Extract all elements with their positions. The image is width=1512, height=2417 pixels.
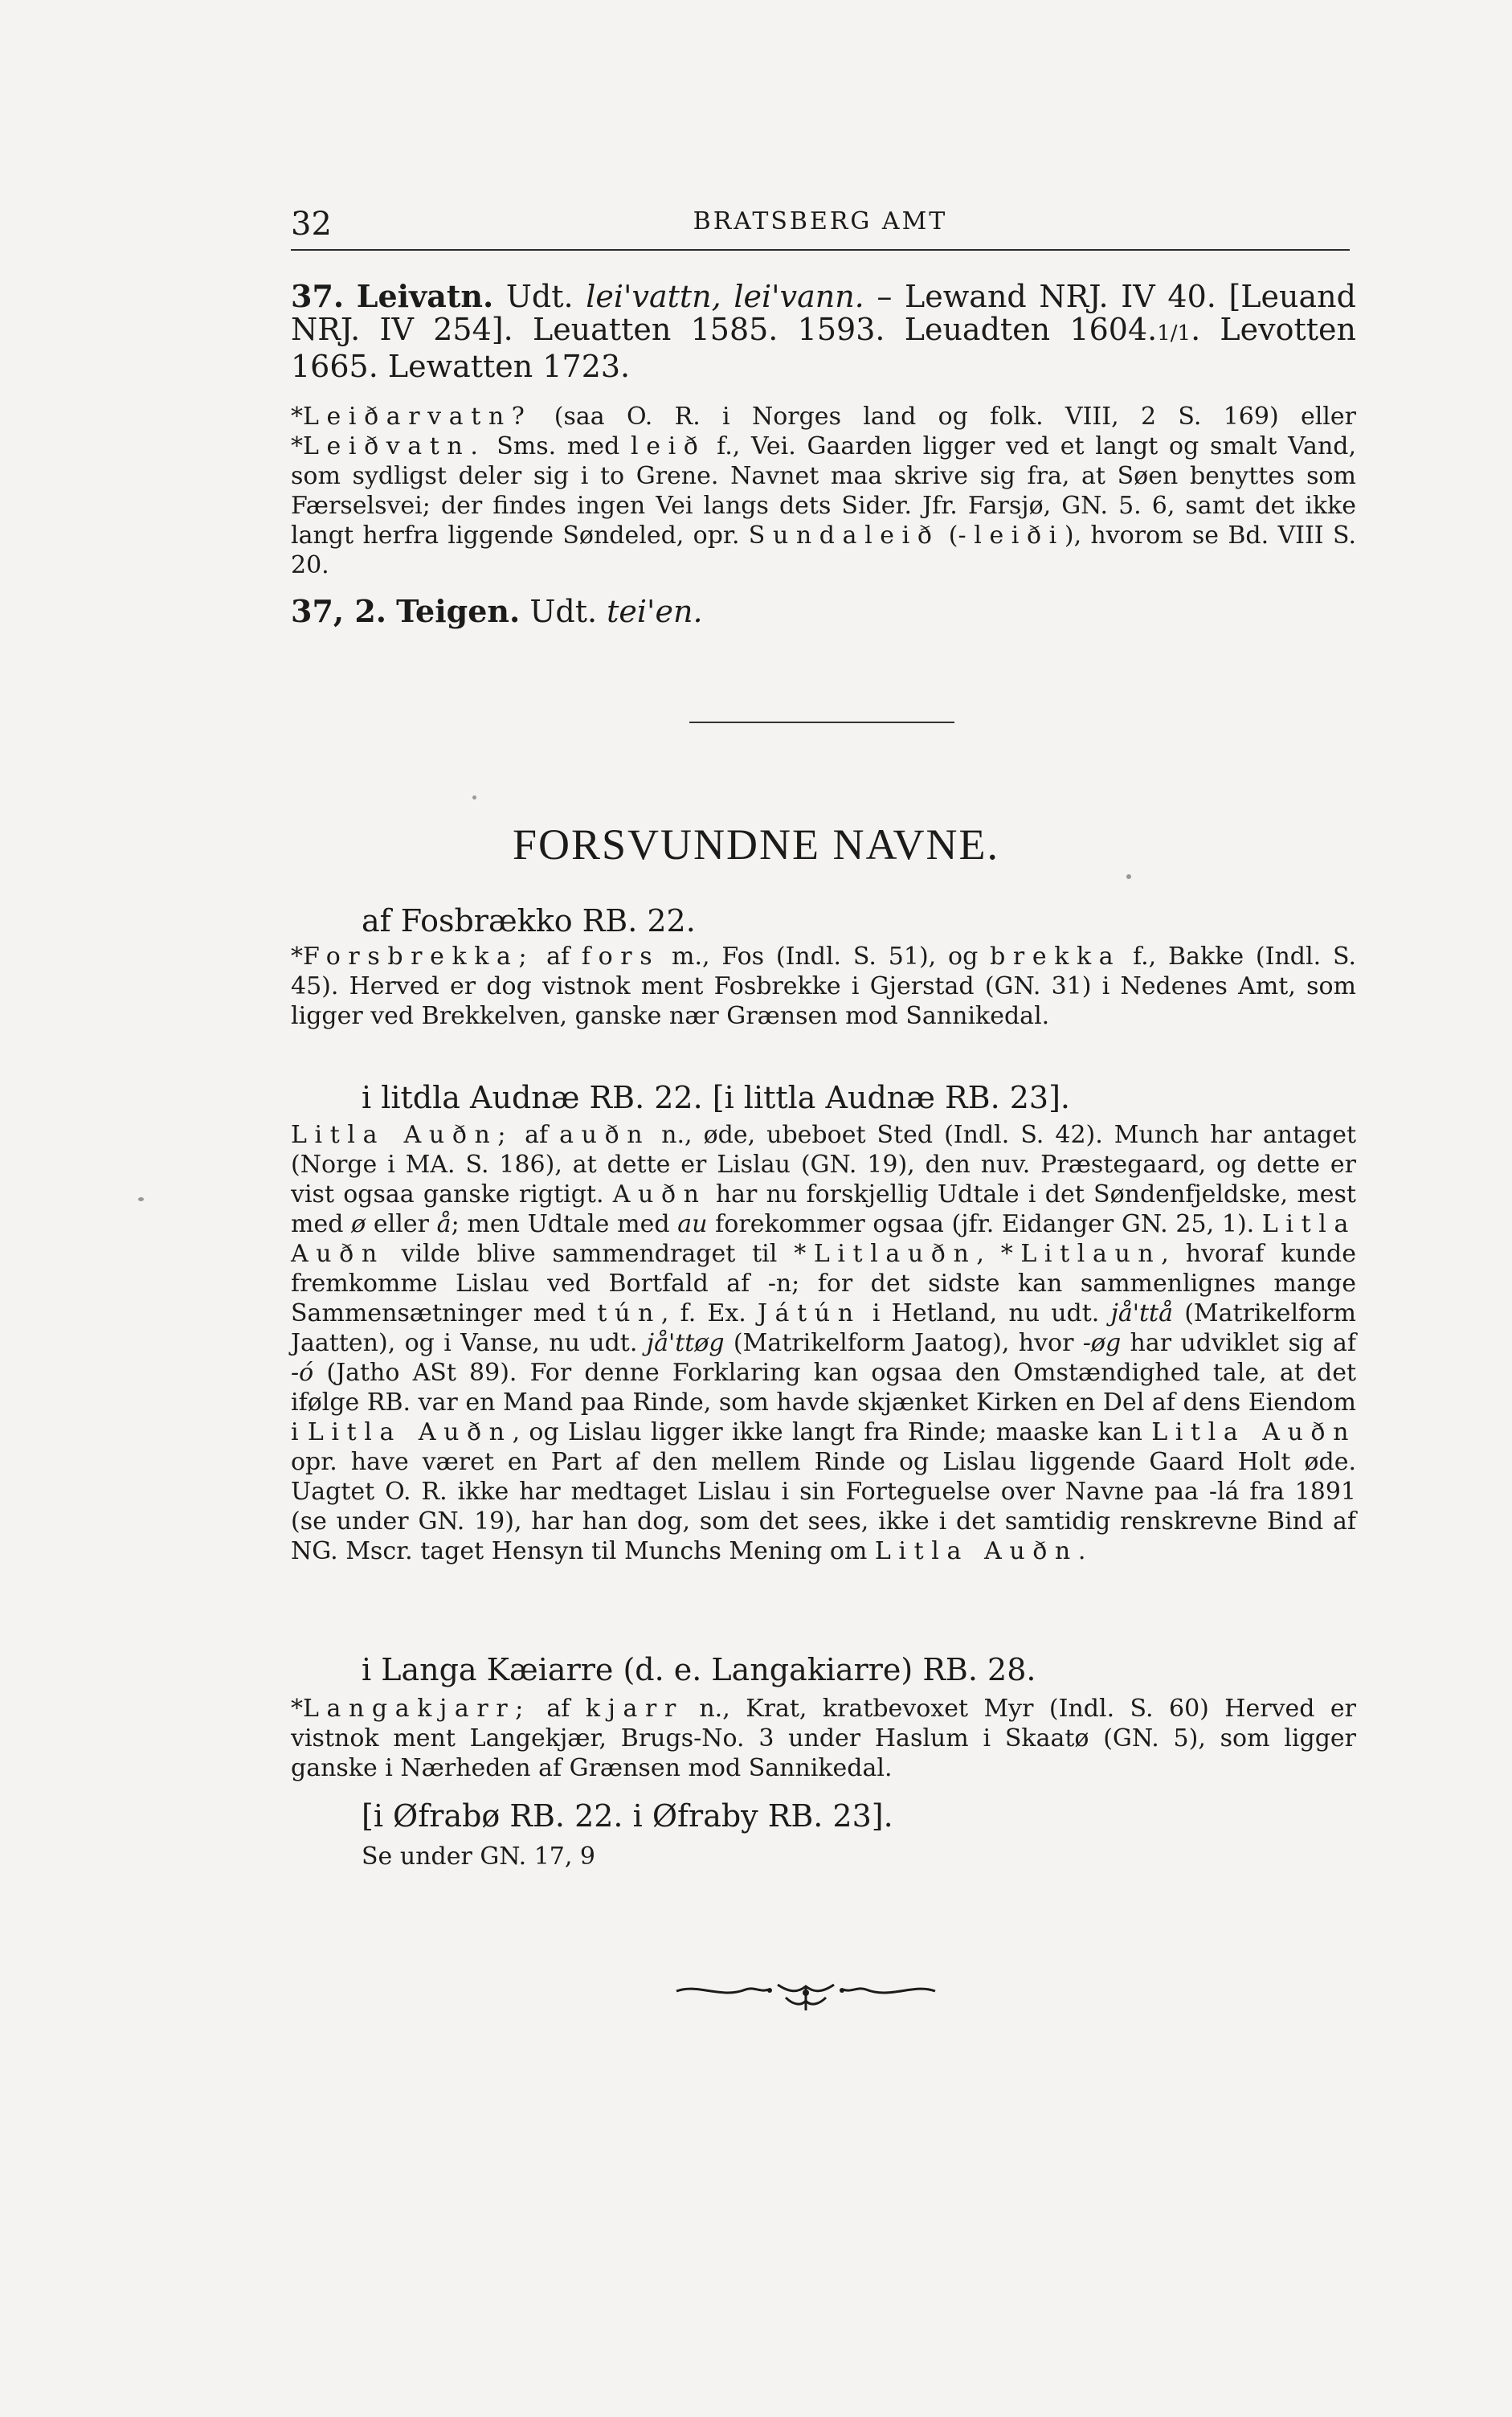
ofrabo-see-also: Se under GN. 17, 9 xyxy=(362,1842,596,1871)
litla-audn-entry xyxy=(291,1120,1356,1566)
entry-37 xyxy=(291,280,1356,383)
litla-audn-w7: tún xyxy=(597,1299,661,1327)
litla-audn-i3: au xyxy=(677,1210,708,1238)
litla-audn-heading: i litdla Audnæ RB. 22. [i littla Audnæ RB. 23]. xyxy=(362,1080,1070,1115)
langa-kaeiarre-entry xyxy=(291,1694,1356,1783)
litla-audn-t14: har udviklet sig af xyxy=(1121,1329,1356,1357)
ink-speck xyxy=(1126,874,1131,879)
litla-audn-t9: , hvoraf kunde fremkomme Lislau ved Bortfald af -n; for det sidste kan sammenlignes mange Sammensætninger med xyxy=(291,1240,1356,1327)
entry-37-text-b: – Lewand NRJ. IV 40. [Leuand NRJ. IV 254]. Leuatten 1585. 1593. Leuadten 1604. xyxy=(291,279,1356,347)
entry-37-2 xyxy=(291,595,1356,628)
entry-37-text2: Sms. med xyxy=(485,432,631,460)
entry-37-word3: leið xyxy=(631,432,706,460)
litla-audn-w4: Litla Auðn xyxy=(291,1210,1356,1268)
entry-37-2-name: Teigen. xyxy=(396,593,521,629)
entry-37-commentary xyxy=(291,402,1356,580)
litla-audn-i4: jå'ttå xyxy=(1110,1299,1173,1327)
litla-audn-t4: eller xyxy=(366,1210,437,1238)
entry-37-pronunciation: lei'vattn, lei'vann. xyxy=(586,279,864,314)
page-number: 32 xyxy=(291,206,332,243)
entry-37-star2: * xyxy=(291,432,303,460)
entry-37-fraction: 1/1 xyxy=(1157,321,1191,346)
ink-speck xyxy=(138,1197,144,1201)
litla-audn-w9: Litla Auðn xyxy=(307,1418,513,1446)
litla-audn-i1: ø xyxy=(351,1210,366,1238)
litla-audn-t5: ; men Udtale med xyxy=(451,1210,678,1238)
litla-audn-i6: -øg xyxy=(1082,1329,1122,1357)
section-title: FORSVUNDNE NAVNE. xyxy=(512,820,1000,869)
litla-audn-i5: jå'ttøg xyxy=(646,1329,725,1357)
litla-audn-w3: Auðn xyxy=(612,1180,707,1208)
fosbraekko-text2: m., Fos (Indl. S. 51), og xyxy=(660,943,991,971)
litla-audn-w1: Litla Auðn; xyxy=(291,1121,514,1149)
langa-kaeiarre-text1: af xyxy=(530,1695,586,1723)
fosbraekko-word3: brekka xyxy=(990,943,1122,971)
fosbraekko-text3: f., Bakke (Indl. S. 45). Herved er dog vistnok ment Fosbrekke i Gjerstad (GN. 31) i Nedenes Amt, som ligger ved Brekkelven, ganske nær Grænsen mod Sannikedal. xyxy=(291,943,1356,1030)
litla-audn-w11: Litla Auðn xyxy=(874,1537,1078,1565)
litla-audn-t13: (Matrikelform Jaatog), hvor xyxy=(724,1329,1083,1357)
section-divider xyxy=(689,722,954,723)
fosbraekko-word2: fors xyxy=(581,943,660,971)
entry-37-word1: Leiðarvatn? xyxy=(303,403,533,431)
litla-audn-t10: , f. Ex. xyxy=(660,1299,758,1327)
entry-37-text4: ( xyxy=(939,521,958,550)
fosbraekko-text1: af xyxy=(534,943,582,971)
litla-audn-w6: *Litlaun xyxy=(1000,1240,1162,1268)
entry-37-word4: Sundaleið xyxy=(748,521,940,550)
litla-audn-t2: n., øde, ubeboet Sted (Indl. S. 42). Munch har antaget (Norge i MA. S. 186), at dette er Lislau (GN. 19), den nuv. Præstegaard, og dette er vist ogsaa ganske rigtigt. xyxy=(291,1121,1356,1208)
litla-audn-i2: å xyxy=(436,1210,452,1238)
running-title: BRATSBERG AMT xyxy=(693,207,948,235)
entry-37-text-c: . Levotten 1665. Lewatten 1723. xyxy=(291,312,1356,384)
litla-audn-t12: (Matrikelform Jaatten), og i Vanse, nu udt. xyxy=(291,1299,1356,1357)
entry-37-number: 37. xyxy=(291,278,345,314)
langa-kaeiarre-heading: i Langa Kæiarre (d. e. Langakiarre) RB. 28. xyxy=(362,1652,1036,1687)
litla-audn-i7: -ó xyxy=(291,1359,314,1387)
litla-audn-w10: Litla Auðn xyxy=(1151,1418,1356,1446)
fosbraekko-entry xyxy=(291,942,1356,1031)
litla-audn-t8: , xyxy=(976,1240,1001,1268)
langa-kaeiarre-text2: n., Krat, kratbevoxet Myr (Indl. S. 60) Herved er vistnok ment Langekjær, Brugs-No. 3 under Haslum i Skaatø (GN. 5), som ligger ganske i Nærheden af Grænsen mod Sannikedal. xyxy=(291,1695,1357,1782)
entry-37-text5: ), hvorom se Bd. VIII S. 20. xyxy=(291,521,1356,579)
litla-audn-t3: har nu forskjellig Udtale i det Søndenfjeldske, mest med xyxy=(291,1180,1356,1238)
litla-audn-t7: vilde blive sammendraget til xyxy=(384,1240,795,1268)
ink-speck xyxy=(472,795,476,800)
litla-audn-w5: *Litlauðn xyxy=(794,1240,977,1268)
entry-37-text-a: Udt. xyxy=(505,279,574,314)
litla-audn-t11: i Hetland, nu udt. xyxy=(860,1299,1111,1327)
decorative-flourish-icon xyxy=(673,1969,938,2017)
litla-audn-t15: (Jatho ASt 89). For denne Forklaring kan ogsaa den Omstændighed tale, at det ifølge RB. var en Mand paa Rinde, som havde skjænket Kirken en Del af dens Eiendom i xyxy=(291,1359,1356,1446)
litla-audn-t6: forekommer ogsaa (jfr. Eidanger GN. 25, 1). xyxy=(707,1210,1262,1238)
entry-37-star1: * xyxy=(291,403,303,431)
entry-37-word5: -leiði xyxy=(958,521,1065,550)
litla-audn-t1: af xyxy=(513,1121,560,1149)
fosbraekko-star: * xyxy=(291,943,303,971)
ofrabo-heading: [i Øfrabø RB. 22. i Øfraby RB. 23]. xyxy=(362,1798,893,1834)
fosbraekko-word1: Forsbrekka; xyxy=(303,943,535,971)
langa-kaeiarre-word2: kjarr xyxy=(585,1695,684,1723)
page-header xyxy=(291,199,1350,251)
litla-audn-t18: . xyxy=(1077,1537,1086,1565)
entry-37-2-pronunciation: tei'en. xyxy=(607,594,703,629)
entry-37-name: Leivatn. xyxy=(356,278,494,314)
entry-37-text3: f., Vei. Gaarden ligger ved et langt og smalt Vand, som sydligst deler sig i to Grene. Navnet maa skrive sig fra, at Søen benyttes som Færselsvei; der findes ingen Vei langs dets Sider. Jfr. Farsjø, GN. 5. 6, samt det ikke langt herfra liggende Søndeled, opr. xyxy=(291,432,1357,550)
entry-37-word2: Leiðvatn. xyxy=(303,432,486,460)
litla-audn-w8: Játún xyxy=(758,1299,861,1327)
litla-audn-t16: , og Lislau ligger ikke langt fra Rinde; maaske kan xyxy=(512,1418,1152,1446)
litla-audn-w2: auðn xyxy=(559,1121,651,1149)
langa-kaeiarre-word1: Langakjarr; xyxy=(303,1695,531,1723)
entry-37-text1: (saa O. R. i Norges land og folk. VIII, 2 S. 169) eller xyxy=(532,403,1356,431)
entry-37-2-number: 37, 2. xyxy=(291,593,387,629)
litla-audn-t17: opr. have været en Part af den mellem Rinde og Lislau liggende Gaard Holt øde. Uagtet O. R. ikke har medtaget Lislau i sin Forteguelse over Navne paa -lá fra 1891 (se under GN. 19), har han dog, som det sees, ikke i det samtidig renskrevne Bind af NG. Mscr. taget Hensyn til Munchs Mening om xyxy=(291,1448,1356,1565)
fosbraekko-heading: af Fosbrækko RB. 22. xyxy=(362,903,696,939)
langa-kaeiarre-star: * xyxy=(291,1695,303,1723)
entry-37-2-text: Udt. xyxy=(529,594,598,629)
